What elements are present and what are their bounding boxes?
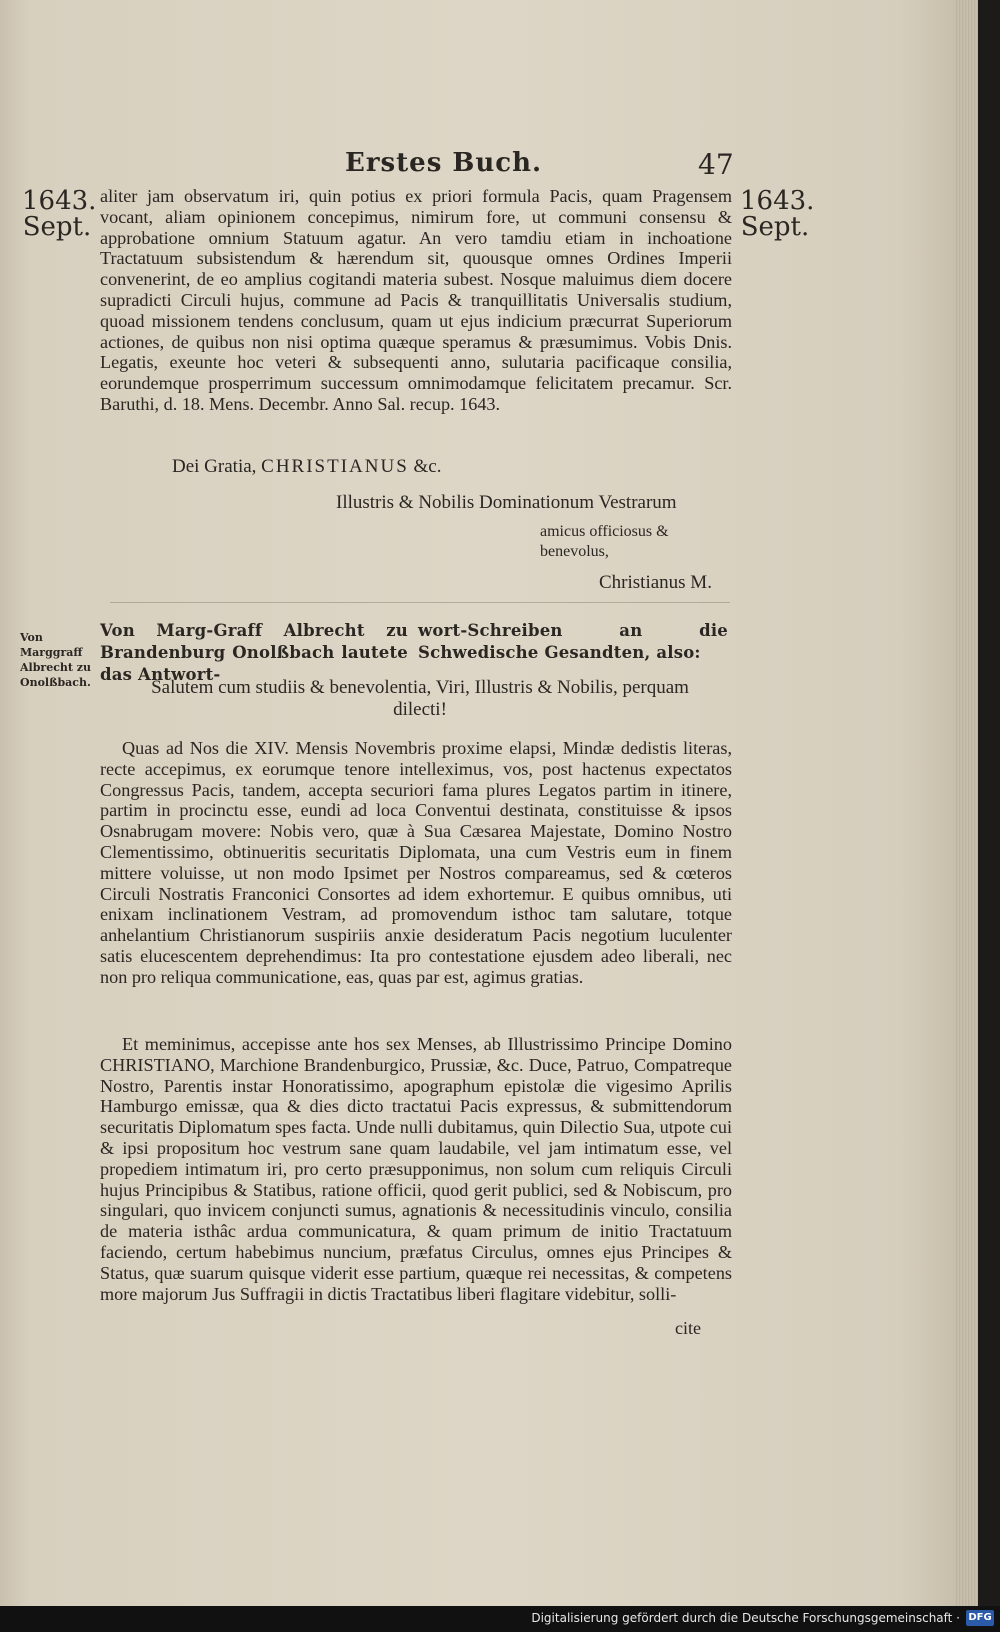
footer-credit: Digitalisierung gefördert durch die Deutsche Forschungsgemeinschaft · [531, 1611, 960, 1625]
page-number: 47 [698, 148, 734, 181]
side-note: Von Marggraff Albrecht zu Onolßbach. [20, 631, 92, 689]
margin-date-left [22, 186, 97, 242]
salutation: Salutem cum studiis & benevolentia, Viri, Illustris & Nobilis, perquam dilecti! [151, 677, 689, 720]
signed-name: Christianus M. [599, 572, 712, 593]
closing-address: Illustris & Nobilis Dominationum Vestrarum [336, 492, 677, 513]
letter-paragraph: aliter jam observatum iri, quin potius ex priori formula Pacis, quam Pragensem vocant, aliam opinionem concepimus, nimirum fore, ut communi consensu & approbatione omnium Statuum agatur. An vero tamdiu etiam in inchoatione Tractatuum subsistendum & hærendum sit, quousque omnes Ordines Imperii convenerint, de eo amplius cogitandi materia subest. Nosque maluimus diem docere supradicti Circuli hujus, commune ad Pacis & tranquillitatis Universalis studium, quoad missionem tendens conclusum, quam ut ejus indicium præcurrat Superiorum actiones, de quibus non nisi optima quæque speramus & præsumimus. Vobis Dnis. Legatis, exeunte hoc veteri & subsequenti anno, sulutaria pacificaque consilia, eorundemque prosperrimum successum omnimodamque felicitatem precamur. Scr. Baruthi, d. 18. Mens. Decembr. Anno Sal. recup. 1643. [100, 186, 732, 414]
margin-date-right [740, 186, 815, 242]
signature-suffix: &c. [413, 456, 442, 477]
margin-month: Sept. [740, 212, 810, 242]
divider [110, 602, 730, 603]
section-heading-left: Von Marg-Graff Albrecht zu Brandenburg Onolßbach lautete das Antwort- [100, 621, 408, 684]
signature-prefix: Dei Gratia, [172, 456, 257, 477]
signature-line [172, 456, 442, 478]
catchword: cite [675, 1318, 701, 1338]
footer-bar [0, 1606, 1000, 1632]
closing-friend: amicus officiosus & benevolus, [540, 523, 669, 560]
dfg-logo: DFG [966, 1610, 994, 1626]
margin-month: Sept. [22, 212, 92, 242]
running-head: Erstes Buch. [345, 148, 543, 178]
margin-year: 1643. [740, 186, 815, 216]
letter-paragraph: Et meminimus, accepisse ante hos sex Menses, ab Illustrissimo Principe Domino CHRISTIANO, Marchione Brandenburgico, Prussiæ, &c. Duce, Patruo, Compatreque Nostro, Parentis instar Honoratissimo, apographum epistolæ die vigesimo Aprilis Hamburgo emissæ, qua & dies dicto tractatui Pacis expressus, & submittendorum securitatis Diplomatum spes facta. Unde nulli dubitamus, quin Dilectio Sua, utpote cui & ipsi propositum hoc vestrum sane quam laudabile, vel jam intimatum esse, vel propediem intimatum iri, pro certo præsupponimus, non solum cum reliquis Circuli hujus Principibus & Statibus, ratione officii, quod gerit publici, sed & Nobiscum, pro singulari, quo invicem conjuncti sumus, agnationis & necessitudinis vinculo, consilia de materia isthâc ardua communicatura, & quam primum de initio Tractatuum faciendo, certum habebimus nuncium, præfatus Circulus, omnes ejus Principes & Status, quæ suarum quisque viderit esse partium, quæque rei necessitas, & competens more majorum Jus Suffragii in dictis Tractatibus liberi flagitare videbitur, solli- [100, 1034, 732, 1304]
section-heading-right: wort-Schreiben an die Schwedische Gesandten, also: [418, 621, 728, 662]
margin-year: 1643. [22, 186, 97, 216]
letter-paragraph: Quas ad Nos die XIV. Mensis Novembris proxime elapsi, Mindæ dedistis literas, recte accepimus, ex eorumque tenore intelleximus, vos, post hactenus expectatos Congressus Pacis, tandem, accepta securiori fama plures Legatos partim in itinere, partim in procinctu esse, eundi ad loca Conventui destinata, constituisse & ipsos Osnabrugam movere: Nobis vero, quæ à Sua Cæsarea Majestate, Domino Nostro Clementissimo, obtinueritis securitatis Diplomata, una cum Vestris eum in finem mittere voluisse, ut non modo Ipsimet per Nostros compareamus, sed & cœteros Circuli Nostratis Franconici Consortes ad idem exhortemur. E quibus omnibus, uti enixam inclinationem Vestram, ad promovendum isthoc tam salutare, totque anhelantium Christianorum suspiriis anxie desideratum Pacis negotium luculenter satis elucescentem deprehendimus: Ita pro contestatione ejusdem adeo liberali, nec non pro reliqua communicatione, eas, quas par est, agimus gratias. [100, 738, 732, 987]
page-edge [956, 0, 978, 1606]
signature-name: CHRISTIANUS [261, 456, 409, 477]
